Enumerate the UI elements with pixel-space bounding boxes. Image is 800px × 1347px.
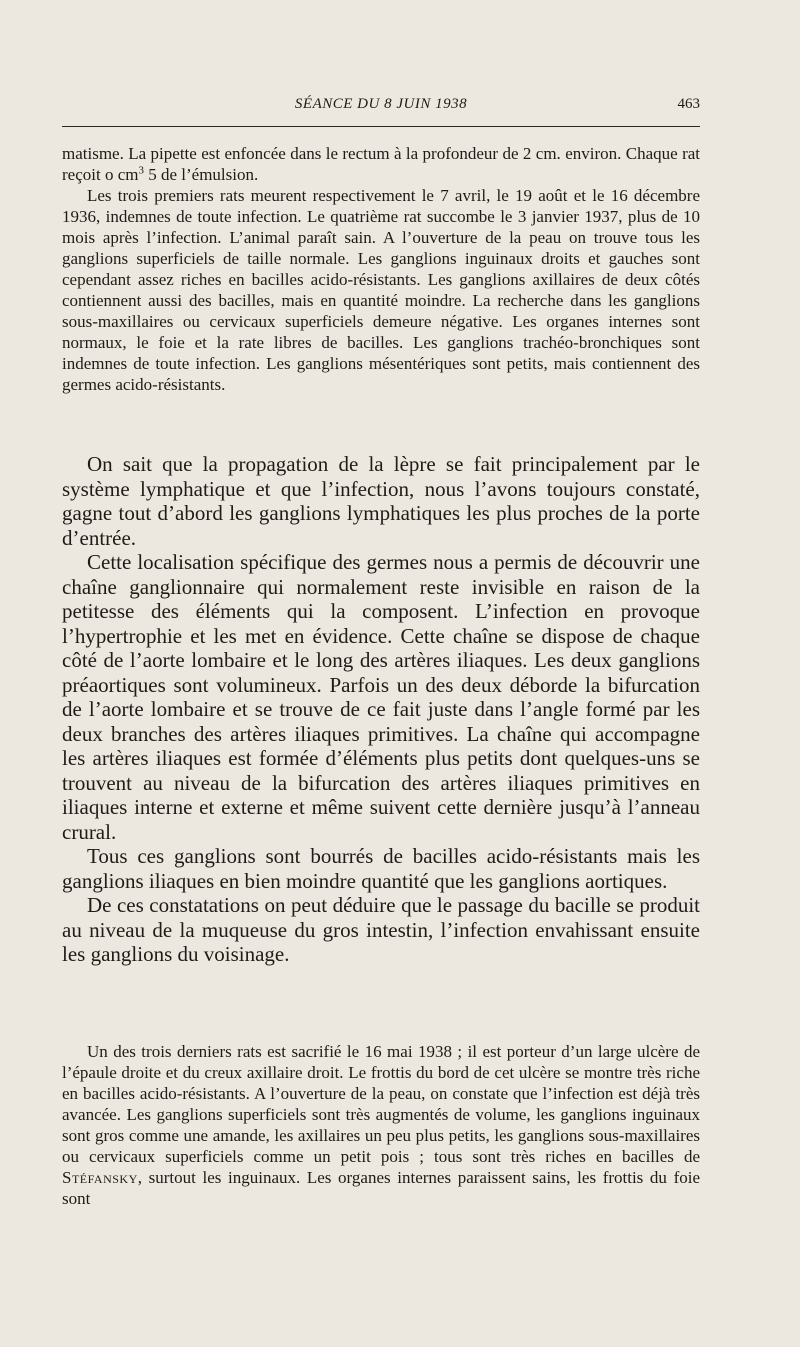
paragraph [62,143,700,185]
header-rule [62,126,700,127]
author-name: Stéfansky [62,1168,138,1187]
paragraph: Cette localisation spécifique des germes nous a permis de découvrir une chaîne ganglionnaire qui normalement reste invisible en raison de la petitesse des éléments qui la composent. L’infection en provoque l’hypertrophie et les met en évidence. Cette chaîne se dispose de chaque côté de l’aorte lombaire et le long des artères iliaques. Les deux ganglions préaortiques sont volumineux. Parfois un des deux déborde la bifurcation de l’aorte lombaire et se trouve de ce fait juste dans l’angle formé par les deux branches des artères iliaques primitives. La chaîne qui accompagne les artères iliaques est formée d’éléments plus petits dont quelques-uns se trouvent au niveau de la bifurcation des artères iliaques primitives en iliaques interne et externe et même suivent cette dernière jusqu’à l’anneau crural. [62,550,700,844]
text-run: Un des trois derniers rats est sacrifié le 16 mai 1938 ; il est porteur d’un large ulcère de l’épaule droite et du creux axillaire droit. Le frottis du bord de cet ulcère se montre très riche en bacilles acido-résistants. A l’ouverture de la peau, on constate que l’infection est déjà très avancée. Les ganglions superficiels sont très augmentés de volume, les ganglions inguinaux sont gros comme une amande, les axillaires un peu plus petits, les ganglions sous-maxillaires ou cervicaux superficiels comme un petit pois ; tous sont très riches en bacilles de [62,1042,700,1166]
section-later-rats [62,1041,700,1209]
paragraph: De ces constatations on peut déduire que le passage du bacille se produit au niveau de la muqueuse du gros intestin, l’infection envahissant ensuite les ganglions du voisinage. [62,893,700,966]
paragraph [62,1041,700,1209]
page-header [62,96,700,120]
text-run: , surtout les inguinaux. Les organes internes paraissent sains, les frottis du foie sont [62,1168,700,1208]
text-run: 5 de l’émulsion. [143,165,259,184]
paragraph: On sait que la propagation de la lèpre se fait principalement par le système lymphatique et que l’infection, nous l’avons toujours constaté, gagne tout d’abord les ganglions lymphatiques les plus proches de la porte d’entrée. [62,452,700,550]
superscript: 3 [138,164,144,177]
section-discussion [62,452,700,967]
page-number: 463 [677,96,700,112]
running-head: SÉANCE DU 8 JUIN 1938 [294,96,468,112]
text-run: matisme. La pipette est enfoncée dans le rectum à la profondeur de 2 cm. environ. Chaque rat reçoit o cm [62,144,700,184]
paragraph: Les trois premiers rats meurent respectivement le 7 avril, le 19 août et le 16 décembre 1936, indemnes de toute infection. Le quatrième rat succombe le 3 janvier 1937, plus de 10 mois après l’infection. L’animal paraît sain. A l’ouverture de la peau on trouve tous les ganglions superficiels de taille normale. Les ganglions inguinaux droits et gauches sont cependant assez riches en bacilles acido-résistants. Les ganglions axillaires de deux côtés contiennent aussi des bacilles, mais en quantité moindre. La recherche dans les ganglions sous-maxillaires ou cervicaux superficiels demeure négative. Les organes internes sont normaux, le foie et la rate libres de bacilles. Les ganglions trachéo-bronchiques sont indemnes de toute infection. Les ganglions mésentériques sont petits, mais contiennent des germes acido-résistants. [62,186,700,394]
section-experiment-results [62,143,700,395]
paragraph: Tous ces ganglions sont bourrés de bacilles acido-résistants mais les ganglions iliaques en bien moindre quantité que les ganglions aortiques. [62,844,700,893]
